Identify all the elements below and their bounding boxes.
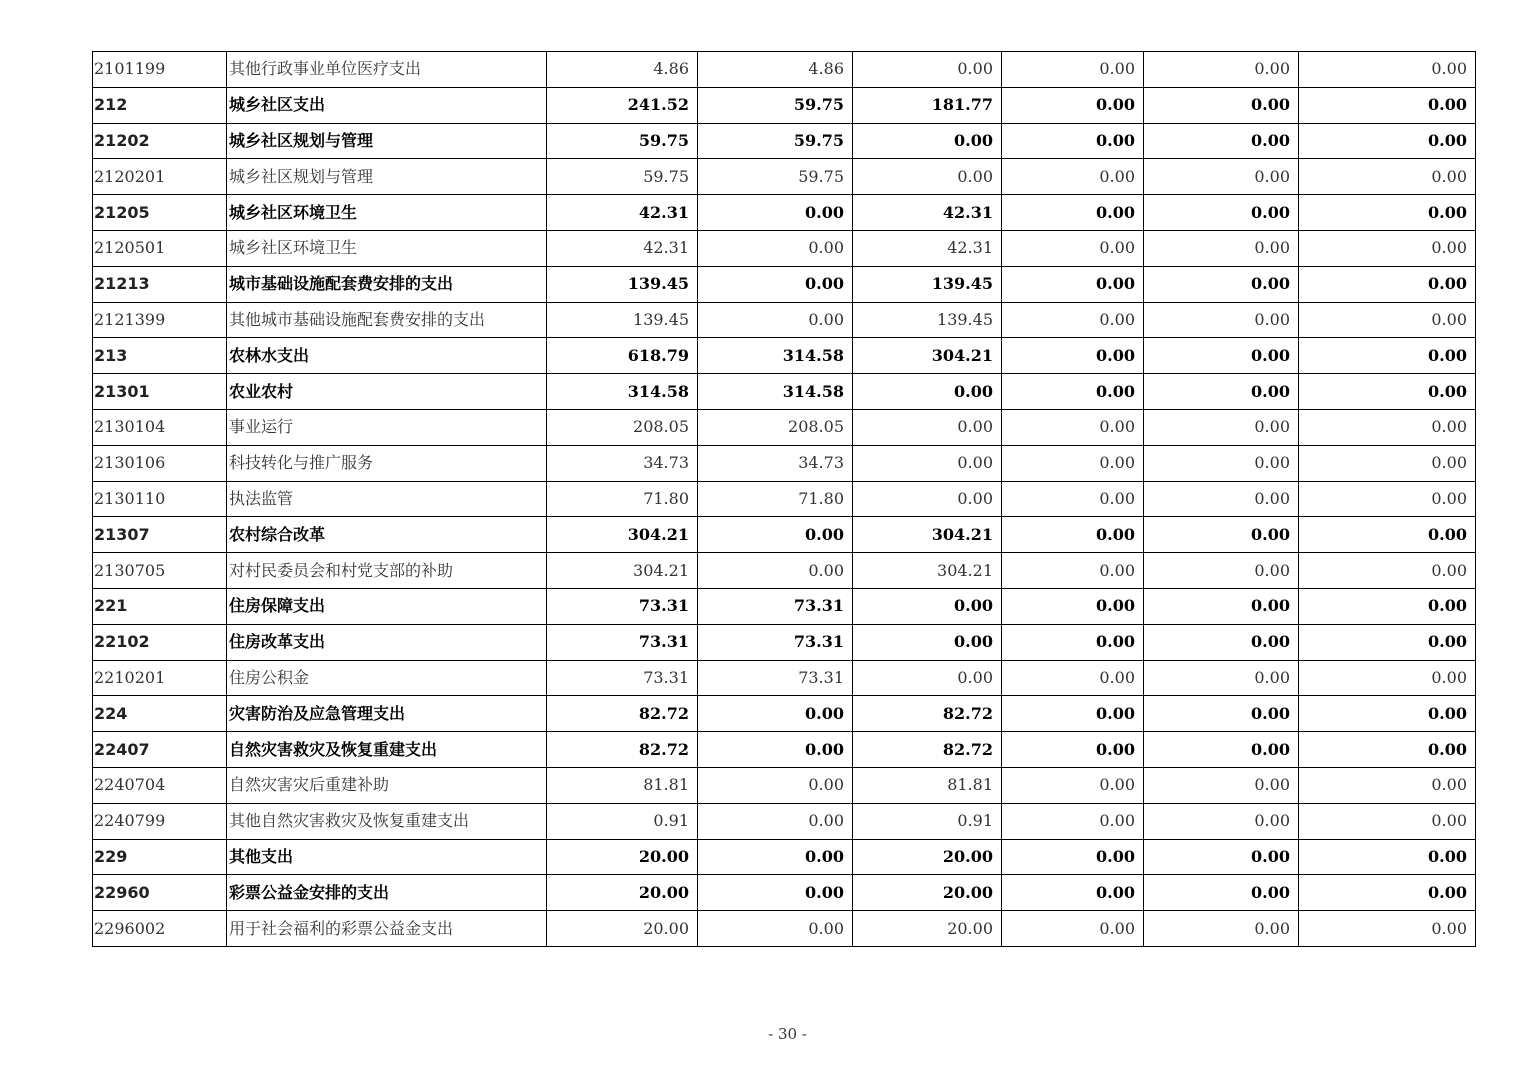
subject-name-cell: 城乡社区环境卫生 [227,230,547,266]
amount-cell-col-2: 73.31 [698,624,853,660]
subject-name-cell: 农村综合改革 [227,517,547,553]
amount-cell-col-5: 0.00 [1144,839,1299,875]
subject-code-cell: 2101199 [93,52,227,88]
amount-cell-col-5: 0.00 [1144,195,1299,231]
amount-cell-col-2: 0.00 [698,195,853,231]
amount-cell-col-2: 0.00 [698,553,853,589]
amount-cell-col-3: 304.21 [853,517,1002,553]
amount-cell-col-5: 0.00 [1144,696,1299,732]
amount-cell-col-2: 4.86 [698,52,853,88]
amount-cell-col-4: 0.00 [1002,911,1144,947]
table-row [93,230,1476,266]
amount-cell-col-2: 34.73 [698,445,853,481]
subject-code-cell: 2210201 [93,660,227,696]
subject-code-cell: 2121399 [93,302,227,338]
subject-name-cell: 城乡社区规划与管理 [227,159,547,195]
amount-cell-col-3: 42.31 [853,195,1002,231]
amount-cell-col-4: 0.00 [1002,481,1144,517]
amount-cell-col-6: 0.00 [1299,517,1476,553]
subject-name-cell: 其他自然灾害救灾及恢复重建支出 [227,803,547,839]
amount-cell-col-3: 20.00 [853,911,1002,947]
amount-cell-col-6: 0.00 [1299,767,1476,803]
amount-cell-col-3: 0.00 [853,409,1002,445]
subject-code-cell: 22407 [93,732,227,768]
subject-name-cell: 农业农村 [227,374,547,410]
amount-cell-col-1: 208.05 [547,409,698,445]
amount-cell-col-6: 0.00 [1299,660,1476,696]
subject-name-cell: 其他城市基础设施配套费安排的支出 [227,302,547,338]
amount-cell-col-3: 139.45 [853,266,1002,302]
amount-cell-col-1: 73.31 [547,624,698,660]
table-row [93,409,1476,445]
table-row [93,195,1476,231]
amount-cell-col-6: 0.00 [1299,588,1476,624]
amount-cell-col-3: 0.00 [853,374,1002,410]
amount-cell-col-4: 0.00 [1002,696,1144,732]
amount-cell-col-3: 304.21 [853,338,1002,374]
amount-cell-col-3: 0.00 [853,445,1002,481]
page-number: - 30 - [768,1025,807,1043]
amount-cell-col-4: 0.00 [1002,875,1144,911]
amount-cell-col-1: 59.75 [547,123,698,159]
amount-cell-col-5: 0.00 [1144,588,1299,624]
amount-cell-col-1: 82.72 [547,696,698,732]
amount-cell-col-1: 0.91 [547,803,698,839]
amount-cell-col-5: 0.00 [1144,230,1299,266]
subject-name-cell: 自然灾害救灾及恢复重建支出 [227,732,547,768]
subject-name-cell: 住房公积金 [227,660,547,696]
amount-cell-col-4: 0.00 [1002,624,1144,660]
amount-cell-col-4: 0.00 [1002,123,1144,159]
amount-cell-col-2: 0.00 [698,696,853,732]
subject-code-cell: 21205 [93,195,227,231]
subject-name-cell: 事业运行 [227,409,547,445]
amount-cell-col-1: 4.86 [547,52,698,88]
amount-cell-col-5: 0.00 [1144,624,1299,660]
amount-cell-col-4: 0.00 [1002,159,1144,195]
amount-cell-col-5: 0.00 [1144,159,1299,195]
table-row [93,374,1476,410]
subject-name-cell: 城市基础设施配套费安排的支出 [227,266,547,302]
amount-cell-col-3: 81.81 [853,767,1002,803]
amount-cell-col-4: 0.00 [1002,732,1144,768]
subject-name-cell: 城乡社区支出 [227,87,547,123]
subject-name-cell: 其他支出 [227,839,547,875]
table-row [93,588,1476,624]
amount-cell-col-3: 0.91 [853,803,1002,839]
amount-cell-col-1: 81.81 [547,767,698,803]
amount-cell-col-2: 0.00 [698,803,853,839]
amount-cell-col-1: 314.58 [547,374,698,410]
amount-cell-col-2: 73.31 [698,660,853,696]
subject-code-cell: 21301 [93,374,227,410]
subject-name-cell: 城乡社区环境卫生 [227,195,547,231]
amount-cell-col-4: 0.00 [1002,660,1144,696]
amount-cell-col-4: 0.00 [1002,588,1144,624]
amount-cell-col-2: 0.00 [698,732,853,768]
amount-cell-col-3: 0.00 [853,52,1002,88]
amount-cell-col-6: 0.00 [1299,875,1476,911]
subject-name-cell: 对村民委员会和村党支部的补助 [227,553,547,589]
amount-cell-col-1: 71.80 [547,481,698,517]
subject-name-cell: 农林水支出 [227,338,547,374]
amount-cell-col-3: 304.21 [853,553,1002,589]
subject-code-cell: 21307 [93,517,227,553]
amount-cell-col-2: 0.00 [698,230,853,266]
amount-cell-col-4: 0.00 [1002,87,1144,123]
subject-code-cell: 2120201 [93,159,227,195]
amount-cell-col-1: 304.21 [547,517,698,553]
table-row [93,732,1476,768]
amount-cell-col-2: 208.05 [698,409,853,445]
amount-cell-col-1: 20.00 [547,875,698,911]
amount-cell-col-6: 0.00 [1299,481,1476,517]
amount-cell-col-6: 0.00 [1299,159,1476,195]
amount-cell-col-6: 0.00 [1299,839,1476,875]
amount-cell-col-6: 0.00 [1299,87,1476,123]
subject-code-cell: 221 [93,588,227,624]
amount-cell-col-2: 0.00 [698,839,853,875]
subject-code-cell: 2130104 [93,409,227,445]
amount-cell-col-4: 0.00 [1002,517,1144,553]
amount-cell-col-6: 0.00 [1299,732,1476,768]
amount-cell-col-6: 0.00 [1299,302,1476,338]
amount-cell-col-2: 0.00 [698,302,853,338]
table-row [93,481,1476,517]
amount-cell-col-5: 0.00 [1144,266,1299,302]
subject-name-cell: 自然灾害灾后重建补助 [227,767,547,803]
subject-code-cell: 21213 [93,266,227,302]
table-row [93,553,1476,589]
amount-cell-col-6: 0.00 [1299,195,1476,231]
amount-cell-col-2: 314.58 [698,374,853,410]
amount-cell-col-1: 42.31 [547,230,698,266]
table-row [93,624,1476,660]
table-row [93,803,1476,839]
amount-cell-col-5: 0.00 [1144,87,1299,123]
subject-code-cell: 2296002 [93,911,227,947]
amount-cell-col-4: 0.00 [1002,803,1144,839]
subject-code-cell: 2120501 [93,230,227,266]
table-row [93,302,1476,338]
amount-cell-col-3: 181.77 [853,87,1002,123]
table-row [93,266,1476,302]
amount-cell-col-4: 0.00 [1002,302,1144,338]
amount-cell-col-2: 0.00 [698,875,853,911]
amount-cell-col-6: 0.00 [1299,624,1476,660]
amount-cell-col-2: 0.00 [698,911,853,947]
amount-cell-col-6: 0.00 [1299,374,1476,410]
amount-cell-col-6: 0.00 [1299,553,1476,589]
subject-code-cell: 229 [93,839,227,875]
amount-cell-col-5: 0.00 [1144,767,1299,803]
amount-cell-col-3: 82.72 [853,732,1002,768]
amount-cell-col-1: 82.72 [547,732,698,768]
amount-cell-col-5: 0.00 [1144,338,1299,374]
table-row [93,87,1476,123]
amount-cell-col-3: 0.00 [853,481,1002,517]
amount-cell-col-3: 0.00 [853,660,1002,696]
table-row [93,517,1476,553]
amount-cell-col-2: 0.00 [698,266,853,302]
amount-cell-col-3: 0.00 [853,588,1002,624]
amount-cell-col-1: 42.31 [547,195,698,231]
amount-cell-col-4: 0.00 [1002,374,1144,410]
amount-cell-col-4: 0.00 [1002,445,1144,481]
subject-code-cell: 2130110 [93,481,227,517]
amount-cell-col-3: 82.72 [853,696,1002,732]
amount-cell-col-5: 0.00 [1144,660,1299,696]
amount-cell-col-1: 618.79 [547,338,698,374]
subject-code-cell: 22960 [93,875,227,911]
amount-cell-col-5: 0.00 [1144,302,1299,338]
amount-cell-col-5: 0.00 [1144,911,1299,947]
amount-cell-col-1: 59.75 [547,159,698,195]
amount-cell-col-5: 0.00 [1144,732,1299,768]
amount-cell-col-3: 139.45 [853,302,1002,338]
amount-cell-col-3: 0.00 [853,624,1002,660]
amount-cell-col-4: 0.00 [1002,767,1144,803]
table-row [93,839,1476,875]
amount-cell-col-1: 139.45 [547,302,698,338]
amount-cell-col-2: 59.75 [698,123,853,159]
subject-code-cell: 22102 [93,624,227,660]
table-row [93,52,1476,88]
table-row [93,911,1476,947]
amount-cell-col-6: 0.00 [1299,266,1476,302]
amount-cell-col-1: 73.31 [547,660,698,696]
amount-cell-col-4: 0.00 [1002,409,1144,445]
subject-code-cell: 213 [93,338,227,374]
amount-cell-col-2: 73.31 [698,588,853,624]
subject-code-cell: 212 [93,87,227,123]
subject-code-cell: 224 [93,696,227,732]
amount-cell-col-2: 71.80 [698,481,853,517]
subject-name-cell: 科技转化与推广服务 [227,445,547,481]
table-row [93,159,1476,195]
amount-cell-col-2: 59.75 [698,87,853,123]
budget-expenditure-table [92,51,1476,947]
amount-cell-col-5: 0.00 [1144,803,1299,839]
amount-cell-col-6: 0.00 [1299,230,1476,266]
subject-code-cell: 2240704 [93,767,227,803]
amount-cell-col-5: 0.00 [1144,374,1299,410]
amount-cell-col-6: 0.00 [1299,338,1476,374]
amount-cell-col-5: 0.00 [1144,875,1299,911]
table-row [93,338,1476,374]
amount-cell-col-1: 241.52 [547,87,698,123]
amount-cell-col-1: 20.00 [547,839,698,875]
amount-cell-col-6: 0.00 [1299,803,1476,839]
amount-cell-col-2: 59.75 [698,159,853,195]
amount-cell-col-5: 0.00 [1144,517,1299,553]
table-row [93,767,1476,803]
subject-code-cell: 2130705 [93,553,227,589]
amount-cell-col-3: 42.31 [853,230,1002,266]
amount-cell-col-2: 314.58 [698,338,853,374]
amount-cell-col-5: 0.00 [1144,481,1299,517]
subject-code-cell: 2130106 [93,445,227,481]
amount-cell-col-1: 20.00 [547,911,698,947]
amount-cell-col-4: 0.00 [1002,338,1144,374]
amount-cell-col-2: 0.00 [698,517,853,553]
subject-name-cell: 彩票公益金安排的支出 [227,875,547,911]
table-row [93,660,1476,696]
amount-cell-col-5: 0.00 [1144,123,1299,159]
amount-cell-col-5: 0.00 [1144,409,1299,445]
amount-cell-col-6: 0.00 [1299,696,1476,732]
subject-name-cell: 灾害防治及应急管理支出 [227,696,547,732]
amount-cell-col-6: 0.00 [1299,52,1476,88]
subject-name-cell: 执法监管 [227,481,547,517]
amount-cell-col-3: 20.00 [853,839,1002,875]
amount-cell-col-3: 0.00 [853,159,1002,195]
table-row [93,123,1476,159]
subject-code-cell: 21202 [93,123,227,159]
amount-cell-col-1: 139.45 [547,266,698,302]
amount-cell-col-3: 0.00 [853,123,1002,159]
amount-cell-col-2: 0.00 [698,767,853,803]
table-row [93,445,1476,481]
amount-cell-col-1: 34.73 [547,445,698,481]
amount-cell-col-4: 0.00 [1002,52,1144,88]
amount-cell-col-6: 0.00 [1299,123,1476,159]
amount-cell-col-4: 0.00 [1002,195,1144,231]
table-row [93,696,1476,732]
subject-name-cell: 住房改革支出 [227,624,547,660]
amount-cell-col-6: 0.00 [1299,911,1476,947]
amount-cell-col-3: 20.00 [853,875,1002,911]
amount-cell-col-4: 0.00 [1002,839,1144,875]
amount-cell-col-6: 0.00 [1299,409,1476,445]
subject-name-cell: 住房保障支出 [227,588,547,624]
amount-cell-col-6: 0.00 [1299,445,1476,481]
amount-cell-col-5: 0.00 [1144,445,1299,481]
amount-cell-col-4: 0.00 [1002,266,1144,302]
amount-cell-col-4: 0.00 [1002,553,1144,589]
table-row [93,875,1476,911]
subject-code-cell: 2240799 [93,803,227,839]
subject-name-cell: 其他行政事业单位医疗支出 [227,52,547,88]
amount-cell-col-4: 0.00 [1002,230,1144,266]
subject-name-cell: 城乡社区规划与管理 [227,123,547,159]
amount-cell-col-5: 0.00 [1144,553,1299,589]
amount-cell-col-1: 73.31 [547,588,698,624]
amount-cell-col-1: 304.21 [547,553,698,589]
table-body [93,52,1476,947]
amount-cell-col-5: 0.00 [1144,52,1299,88]
subject-name-cell: 用于社会福利的彩票公益金支出 [227,911,547,947]
